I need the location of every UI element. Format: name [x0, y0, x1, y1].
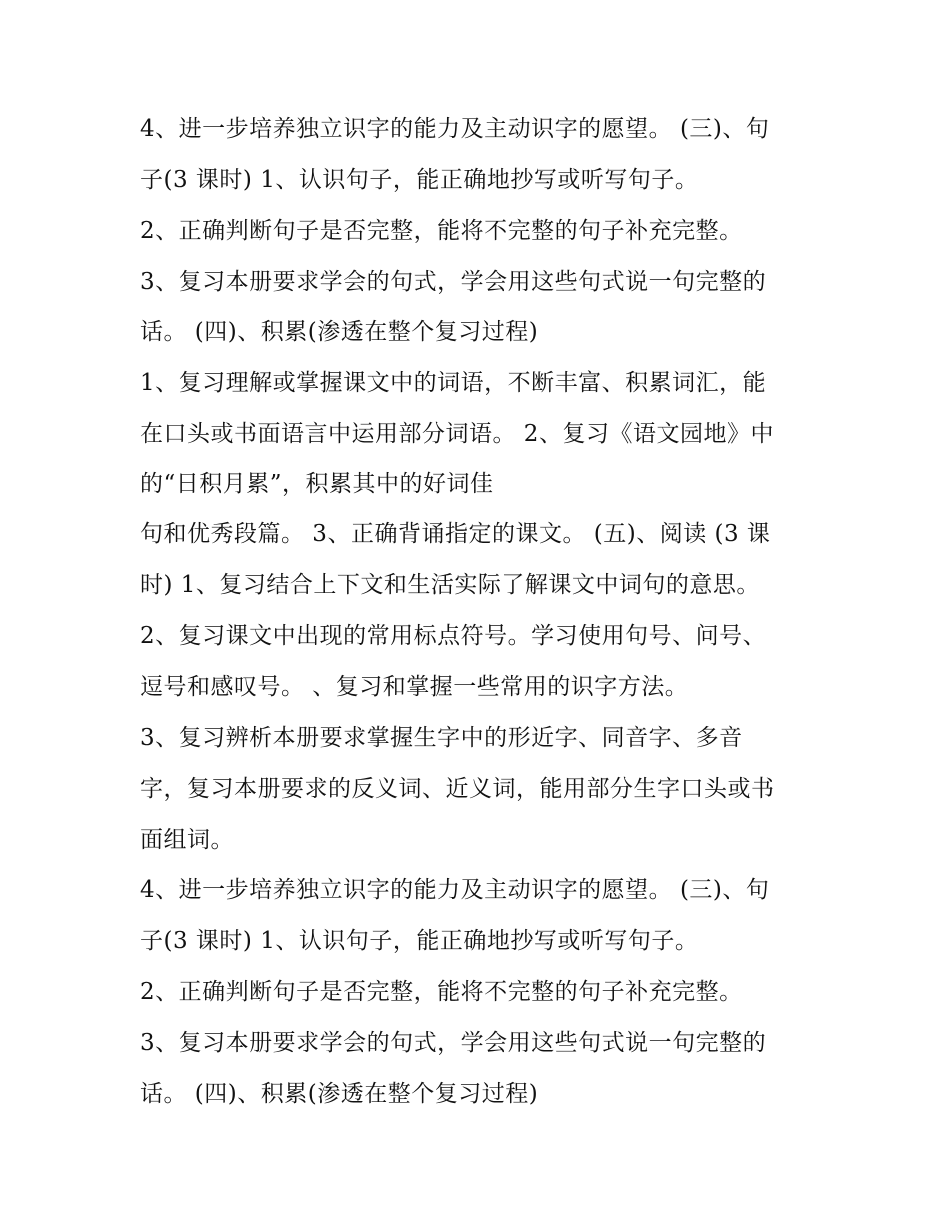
text-line: 2、正确判断句子是否完整，能将不完整的句子补充完整。 [140, 218, 743, 244]
text-line: 句和优秀段篇。 3、正确背诵指定的课文。 (五)、阅读 (3 课 [140, 521, 771, 547]
text-line: 子(3 课时) 1、认识句子，能正确地抄写或听写句子。 [140, 928, 699, 954]
text-line: 3、复习辨析本册要求掌握生字中的形近字、同音字、多音 [140, 725, 743, 751]
text-line: 4、进一步培养独立识字的能力及主动识字的愿望。 (三)、句 [140, 116, 770, 142]
text-line: 3、复习本册要求学会的句式，学会用这些句式说一句完整的 [140, 1030, 767, 1056]
text-line: 的“日积月累”，积累其中的好词佳 [140, 471, 494, 497]
text-line: 子(3 课时) 1、认识句子，能正确地抄写或听写句子。 [140, 167, 699, 193]
text-line: 面组词。 [140, 827, 234, 853]
text-line: 4、进一步培养独立识字的能力及主动识字的愿望。 (三)、句 [140, 877, 770, 903]
text-line: 2、正确判断句子是否完整，能将不完整的句子补充完整。 [140, 979, 743, 1005]
text-line: 字，复习本册要求的反义词、近义词，能用部分生字口头或书 [140, 776, 775, 802]
text-line: 2、复习课文中出现的常用标点符号。学习使用句号、问号、 [140, 623, 767, 649]
text-line: 话。 (四)、积累(渗透在整个复习过程) [140, 1081, 539, 1107]
text-line: 逗号和感叹号。 、复习和掌握一些常用的识字方法。 [140, 674, 689, 700]
text-line: 3、复习本册要求学会的句式，学会用这些句式说一句完整的 [140, 269, 767, 295]
text-line: 话。 (四)、积累(渗透在整个复习过程) [140, 319, 539, 345]
text-line: 在口头或书面语言中运用部分词语。 2、复习《语文园地》中 [140, 421, 774, 447]
text-line: 1、复习理解或掌握课文中的词语，不断丰富、积累词汇，能 [140, 370, 767, 396]
text-line: 时) 1、复习结合上下文和生活实际了解课文中词句的意思。 [140, 572, 760, 598]
